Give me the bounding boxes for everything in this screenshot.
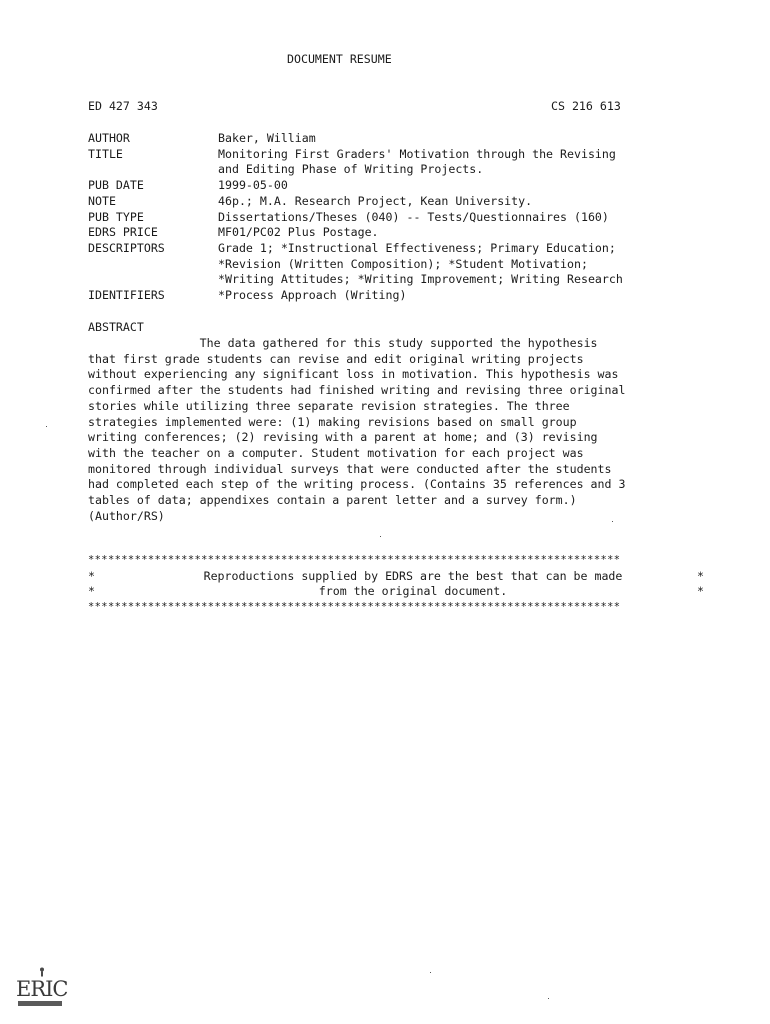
banner-text-line1: Reproductions supplied by EDRS are the best that can be made [203, 568, 623, 583]
meta-row-author [88, 131, 623, 147]
meta-value: 46p.; M.A. Research Project, Kean University. [218, 193, 533, 208]
cs-number: CS 216 613 [551, 99, 621, 113]
eric-logo [16, 967, 66, 1007]
abstract-line: that first grade students can revise and edit original writing projects [88, 351, 584, 366]
meta-label: AUTHOR [88, 131, 130, 145]
meta-row-descriptors [88, 241, 623, 257]
meta-value: Grade 1; *Instructional Effectiveness; Primary Education; [218, 240, 616, 255]
document-title: DOCUMENT RESUME [287, 52, 392, 66]
banner-star: * [88, 584, 95, 599]
meta-row-pub-type [88, 210, 623, 226]
eric-logo-text: ERIC [16, 977, 68, 1001]
meta-label: PUB TYPE [88, 209, 144, 224]
banner-row [88, 569, 708, 585]
meta-label: TITLE [88, 146, 123, 161]
scan-speck [430, 972, 431, 973]
banner-row [88, 584, 708, 600]
meta-row-pub-date [88, 178, 623, 194]
meta-row-note [88, 194, 623, 210]
abstract-line: (Author/RS) [88, 508, 165, 523]
meta-value: MF01/PC02 Plus Postage. [218, 225, 379, 240]
meta-value: *Revision (Written Composition); *Student Motivation; [218, 256, 588, 271]
ed-number: ED 427 343 [88, 99, 158, 113]
metadata-block [88, 131, 623, 304]
banner-star-border-top: ******************************************************************************** [88, 554, 621, 566]
banner-star-border-bottom: ******************************************************************************** [88, 601, 621, 614]
meta-row-descriptors-cont [88, 272, 623, 288]
scan-speck [612, 521, 613, 522]
eric-logo-bar [18, 1001, 62, 1006]
abstract-line: without experiencing any significant loss in motivation. This hypothesis was [88, 367, 619, 382]
meta-label: PUB DATE [88, 178, 144, 193]
abstract-line: writing conferences; (2) revising with a parent at home; and (3) revising [88, 430, 598, 445]
abstract-line: stories while utilizing three separate revision strategies. The three [88, 398, 570, 413]
meta-label: EDRS PRICE [88, 225, 158, 240]
eric-figure-icon [38, 967, 46, 977]
scan-speck [46, 426, 47, 427]
meta-value: *Process Approach (Writing) [218, 288, 407, 303]
scan-speck [548, 998, 549, 999]
meta-label: IDENTIFIERS [88, 288, 165, 303]
abstract-body [88, 336, 688, 524]
abstract-line: had completed each step of the writing process. (Contains 35 references and 3 [88, 477, 626, 492]
meta-value: 1999-05-00 [218, 178, 288, 193]
meta-row-descriptors-cont [88, 257, 623, 273]
meta-value: Dissertations/Theses (040) -- Tests/Questionnaires (160) [218, 209, 609, 224]
meta-label: NOTE [88, 193, 116, 208]
meta-row-title [88, 147, 623, 163]
meta-label: DESCRIPTORS [88, 240, 165, 255]
meta-row-identifiers [88, 288, 623, 304]
banner-star: * [88, 568, 95, 583]
scan-speck [380, 536, 381, 537]
meta-value: Monitoring First Graders' Motivation through the Revising [218, 146, 616, 161]
abstract-line: confirmed after the students had finished writing and revising three original [88, 383, 626, 398]
abstract-line: with the teacher on a computer. Student motivation for each project was [88, 445, 584, 460]
abstract-line: strategies implemented were: (1) making revisions based on small group [88, 414, 577, 429]
abstract-line: tables of data; appendixes contain a parent letter and a survey form.) [88, 493, 577, 508]
abstract-line: The data gathered for this study supported the hypothesis [88, 336, 598, 350]
meta-row-title-cont [88, 162, 623, 178]
meta-value: *Writing Attitudes; *Writing Improvement; Writing Research [218, 272, 623, 287]
meta-value: and Editing Phase of Writing Projects. [218, 162, 484, 177]
meta-value: Baker, William [218, 131, 316, 145]
meta-row-edrs-price [88, 225, 623, 241]
banner-star: * [697, 584, 704, 599]
banner-text-line2: from the original document. [318, 584, 508, 599]
abstract-heading: ABSTRACT [88, 320, 144, 334]
banner-star: * [697, 568, 704, 583]
reproduction-notice-banner [88, 553, 708, 616]
abstract-line: monitored through individual surveys that were conducted after the students [88, 461, 612, 476]
